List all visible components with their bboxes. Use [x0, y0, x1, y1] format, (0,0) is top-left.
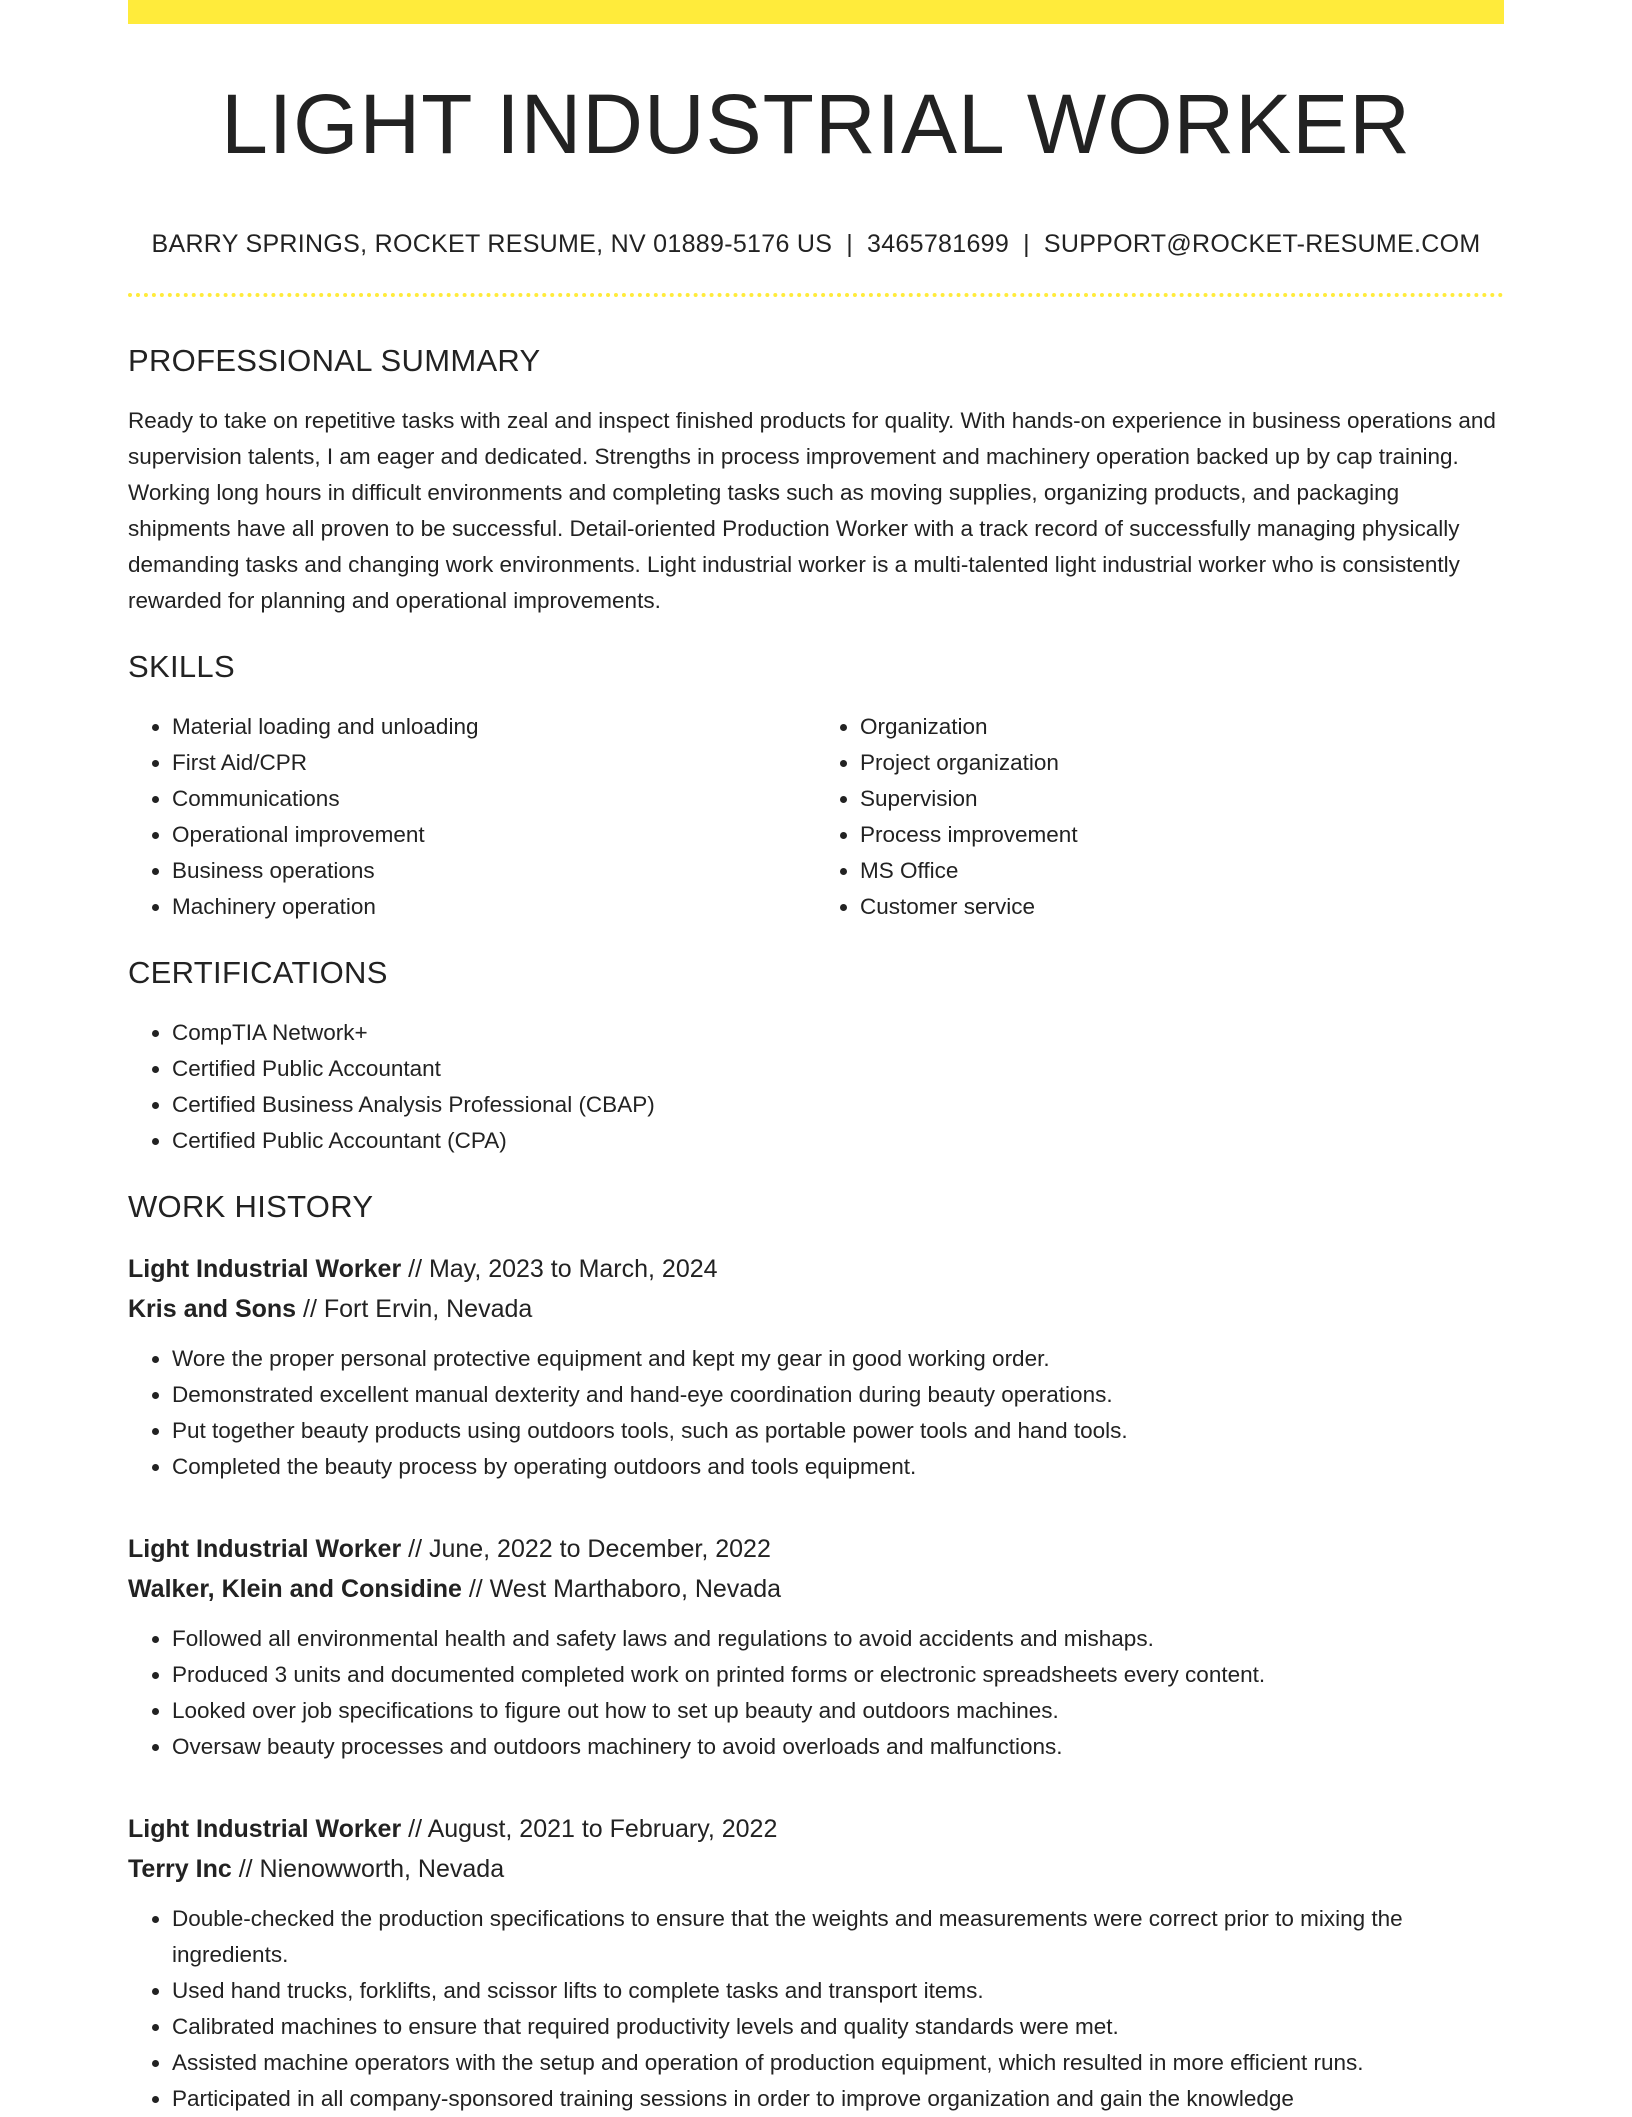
skill-item: • Material loading and unloading — [172, 709, 816, 745]
skills-column-right — [816, 709, 1504, 925]
job-company-line — [128, 1569, 1504, 1609]
skill-item: • Supervision — [860, 781, 1504, 817]
job-company: Kris and Sons — [128, 1295, 297, 1323]
job-role: Light Industrial Worker — [128, 1255, 402, 1283]
accent-bar — [128, 0, 1504, 24]
contact-line — [128, 230, 1504, 259]
job-bullet: • Double-checked the production specifications to ensure that the weights and measurements were correct prior to mixing the ingredients. — [172, 1901, 1504, 1973]
skill-item: • Customer service — [860, 889, 1504, 925]
job-location: // West Marthaboro, Nevada — [461, 1575, 782, 1603]
job-bullet: • Put together beauty products using outdoors tools, such as portable power tools and hand tools. — [172, 1413, 1504, 1449]
skill-item: • Business operations — [172, 853, 816, 889]
certifications-heading: CERTIFICATIONS — [128, 955, 388, 990]
dotted-divider — [128, 293, 1504, 297]
job-dates: // August, 2021 to February, 2022 — [401, 1815, 778, 1843]
skill-item: • First Aid/CPR — [172, 745, 816, 781]
job-bullet: • Looked over job specifications to figure out how to set up beauty and outdoors machines. — [172, 1693, 1504, 1729]
skill-item: • Operational improvement — [172, 817, 816, 853]
job-bullet: • Produced 3 units and documented completed work on printed forms or electronic spreadsheets every content. — [172, 1657, 1504, 1693]
contact-separator: | — [846, 230, 854, 258]
summary-heading: PROFESSIONAL SUMMARY — [128, 343, 541, 378]
job-bullet: • Participated in all company-sponsored training sessions in order to improve organization and gain the knowledge — [172, 2081, 1504, 2117]
job-company: Walker, Klein and Considine — [128, 1575, 462, 1603]
skills-column-left — [128, 709, 816, 925]
job-dates: // June, 2022 to December, 2022 — [401, 1535, 771, 1563]
resume-name: LIGHT INDUSTRIAL WORKER — [221, 77, 1411, 171]
job-title-line — [128, 1529, 1504, 1569]
job-entry — [128, 1249, 1504, 1485]
certification-item: • CompTIA Network+ — [172, 1015, 1504, 1051]
job-bullet: • Completed the beauty process by operating outdoors and tools equipment. — [172, 1449, 1504, 1485]
job-company-line — [128, 1849, 1504, 1889]
job-bullet: • Used hand trucks, forklifts, and scissor lifts to complete tasks and transport items. — [172, 1973, 1504, 2009]
skills-list — [128, 709, 1504, 925]
job-role: Light Industrial Worker — [128, 1535, 402, 1563]
job-role: Light Industrial Worker — [128, 1815, 402, 1843]
certification-item: • Certified Public Accountant — [172, 1051, 1504, 1087]
skill-item: • Communications — [172, 781, 816, 817]
certification-item: • Certified Public Accountant (CPA) — [172, 1123, 1504, 1159]
job-bullet: • Demonstrated excellent manual dexterity and hand-eye coordination during beauty operations. — [172, 1377, 1504, 1413]
job-location: // Fort Ervin, Nevada — [296, 1295, 533, 1323]
summary-text: Ready to take on repetitive tasks with zeal and inspect finished products for quality. With hands-on experience in business operations and supervision talents, I am eager and dedicated. Strengths in process improvement and machinery operation backed up by cap training. Working long hours in difficult environments and completing tasks such as moving supplies, organizing products, and packaging shipments have all proven to be successful. Detail-oriented Production Worker with a track record of successfully managing physically demanding tasks and changing work environments. Light industrial worker is a multi-talented light industrial worker who is consistently rewarded for planning and operational improvements. — [128, 408, 1496, 613]
work-history-heading: WORK HISTORY — [128, 1189, 374, 1224]
job-bullet: • Followed all environmental health and safety laws and regulations to avoid accidents and mishaps. — [172, 1621, 1504, 1657]
resume-page — [128, 0, 1504, 2117]
skill-item: • Organization — [860, 709, 1504, 745]
skills-heading: SKILLS — [128, 649, 235, 684]
job-bullets — [128, 1901, 1504, 2117]
skill-item: • Machinery operation — [172, 889, 816, 925]
skill-item: • Project organization — [860, 745, 1504, 781]
contact-email: SUPPORT@ROCKET-RESUME.COM — [1043, 230, 1481, 258]
job-entry — [128, 1529, 1504, 1765]
job-company-line — [128, 1289, 1504, 1329]
job-entry — [128, 1809, 1504, 2117]
job-title-line — [128, 1249, 1504, 1289]
job-company: Terry Inc — [128, 1855, 232, 1883]
certification-item: • Certified Business Analysis Professional (CBAP) — [172, 1087, 1504, 1123]
job-bullet: • Assisted machine operators with the setup and operation of production equipment, which resulted in more efficient runs. — [172, 2045, 1504, 2081]
job-bullet: • Oversaw beauty processes and outdoors machinery to avoid overloads and malfunctions. — [172, 1729, 1504, 1765]
certifications-list — [128, 1015, 1504, 1159]
skill-item: • Process improvement — [860, 817, 1504, 853]
job-bullets — [128, 1341, 1504, 1485]
contact-address: BARRY SPRINGS, ROCKET RESUME, NV 01889-5176 US — [151, 230, 833, 258]
contact-phone: 3465781699 — [867, 230, 1010, 258]
job-bullet: • Wore the proper personal protective equipment and kept my gear in good working order. — [172, 1341, 1504, 1377]
skill-item: • MS Office — [860, 853, 1504, 889]
job-title-line — [128, 1809, 1504, 1849]
job-dates: // May, 2023 to March, 2024 — [401, 1255, 718, 1283]
job-bullet: • Calibrated machines to ensure that required productivity levels and quality standards were met. — [172, 2009, 1504, 2045]
job-bullets — [128, 1621, 1504, 1765]
job-location: // Nienowworth, Nevada — [231, 1855, 505, 1883]
contact-separator: | — [1023, 230, 1030, 258]
